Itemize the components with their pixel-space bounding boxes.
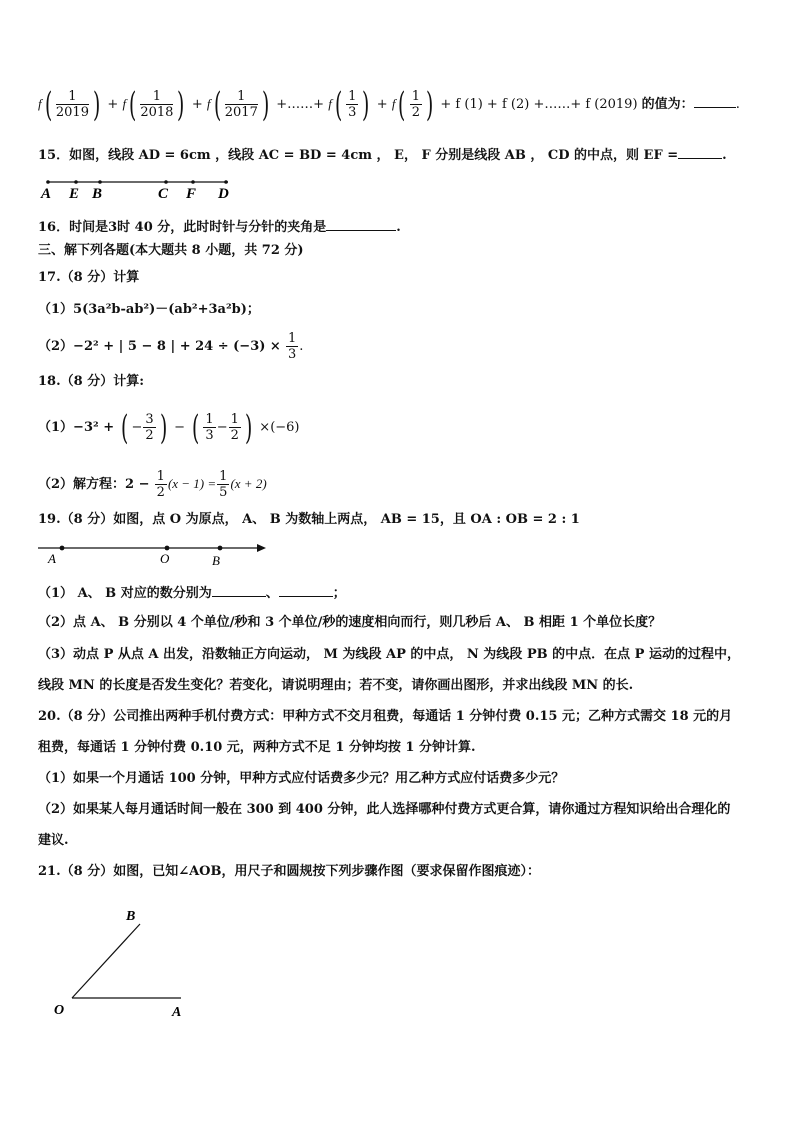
question-21-title: 21.（8 分）如图，已知∠AOB，用尺子和圆规按下列步骤作图（要求保留作图痕迹）：: [38, 864, 540, 879]
answer-blank: [279, 582, 333, 597]
question-18-part-1: （1）−3² + ( − $\frac{3}{2}$ ) − ( $\frac{1}{3}$ − $\frac{1}{2}$ ) ×(−6): [38, 407, 300, 448]
fraction: $\frac{1}{3}$: [348, 89, 357, 120]
question-18-title: 18.（8 分）计算:: [38, 374, 144, 389]
section-heading: 三、解下列各题(本大题共 8 小题，共 72 分): [38, 243, 304, 258]
label-c: C: [158, 186, 169, 202]
question-17-part-1: （1）5(3a²b-ab²)－(ab²+3a²b)；: [38, 302, 260, 317]
point-b: [98, 180, 102, 184]
label-b: B: [92, 186, 103, 202]
segment-diagram: [38, 176, 248, 202]
point-e: [74, 180, 78, 184]
answer-blank: [326, 216, 396, 231]
label-e: E: [69, 186, 80, 202]
label-a: A: [172, 1005, 182, 1020]
question-20-part-2a: （2）如果某人每月通话时间一般在 300 到 400 分钟，此人选择哪种付费方式更合算，请你通过方程知识给出合理化的: [38, 802, 731, 817]
fraction: $\frac{1}{2018}$: [140, 89, 174, 120]
question-20-part-1: （1）如果一个月通话 100 分钟，甲种方式应付话费多少元？用乙种方式应付话费多少元？: [38, 771, 565, 786]
question-20-part-2b: 建议.: [38, 833, 69, 848]
question-19-part-1: （1） A、 B 对应的数分别为 、 ；: [38, 582, 346, 604]
label-b: B: [126, 909, 136, 924]
question-15: 15．如图，线段 AD = 6cm ，线段 AC = BD = 4cm ， E， F 分别是线段 AB ， CD 的中点，则 EF = .: [38, 144, 727, 166]
label-a: A: [48, 551, 56, 566]
question-20-line-1: 20.（8 分）公司推出两种手机付费方式：甲种方式不交月租费，每通话 1 分钟付费 0.15 元；乙种方式需交 18 元的月: [38, 709, 733, 724]
ray-ob: [72, 924, 140, 998]
label-d: D: [218, 186, 229, 202]
fraction: $\frac{1}{2017}$: [224, 89, 258, 120]
question-19-title: 19.（8 分）如图，点 O 为原点， A、 B 为数轴上两点， AB = 15，且 OA : OB = 2 : 1: [38, 512, 580, 527]
question-18-part-2: （2）解方程：2 − $\frac{1}{2}$ (x − 1) = $\frac{1}{5}$ (x + 2): [38, 469, 267, 500]
point-a: [60, 546, 65, 551]
answer-blank: [212, 582, 266, 597]
question-20-line-2: 租费，每通话 1 分钟付费 0.10 元，两种方式不足 1 分钟均按 1 分钟计算.: [38, 740, 476, 755]
question-17-title: 17.（8 分）计算: [38, 270, 140, 285]
answer-blank: [678, 144, 722, 159]
point-a: [46, 180, 50, 184]
question-19-part-3b: 线段 MN 的长度是否发生变化？若变化，请说明理由；若不变，请你画出图形，并求出线段 MN 的长.: [38, 678, 634, 693]
label-b: B: [212, 553, 220, 568]
answer-blank: [694, 93, 736, 108]
point-o: [165, 546, 170, 551]
question-17-part-2: （2）−2² + | 5 − 8 | + 24 ÷ (−3) × $\frac{1}{3}$ .: [38, 331, 304, 362]
question-19-part-2: （2）点 A、 B 分别以 4 个单位/秒和 3 个单位/秒的速度相向而行，则几秒后 A、 B 相距 1 个单位长度？: [38, 615, 662, 630]
question-19-part-3a: （3）动点 P 从点 A 出发，沿数轴正方向运动， M 为线段 AP 的中点， N 为线段 PB 的中点．在点 P 运动的过程中，: [38, 647, 740, 662]
label-f: F: [186, 186, 197, 202]
formula-line: f( $\frac{1}{2019}$ ) + f( $\frac{1}{2018}$ ) + f( $\frac{1}{2017}$ ) +……+ f( $\frac{1}{3}$ ) + f( $\frac{1}{2}$ ) + f (1) + f (2) +……+ f (2019) 的值为： .: [38, 84, 740, 125]
point-c: [164, 180, 168, 184]
fraction: $\frac{1}{2}$: [411, 89, 420, 120]
label-o: O: [54, 1003, 65, 1018]
label-o: O: [160, 551, 170, 566]
label-a: A: [41, 186, 52, 202]
point-b: [218, 546, 223, 551]
number-line: [34, 538, 274, 568]
arrow-right-icon: [257, 544, 266, 552]
question-16: 16．时间是3时 40 分，此时时针与分针的夹角是 .: [38, 216, 401, 238]
fraction: $\frac{1}{2019}$: [55, 89, 89, 120]
point-f: [191, 180, 195, 184]
angle-diagram: [48, 902, 198, 1024]
point-d: [224, 180, 228, 184]
